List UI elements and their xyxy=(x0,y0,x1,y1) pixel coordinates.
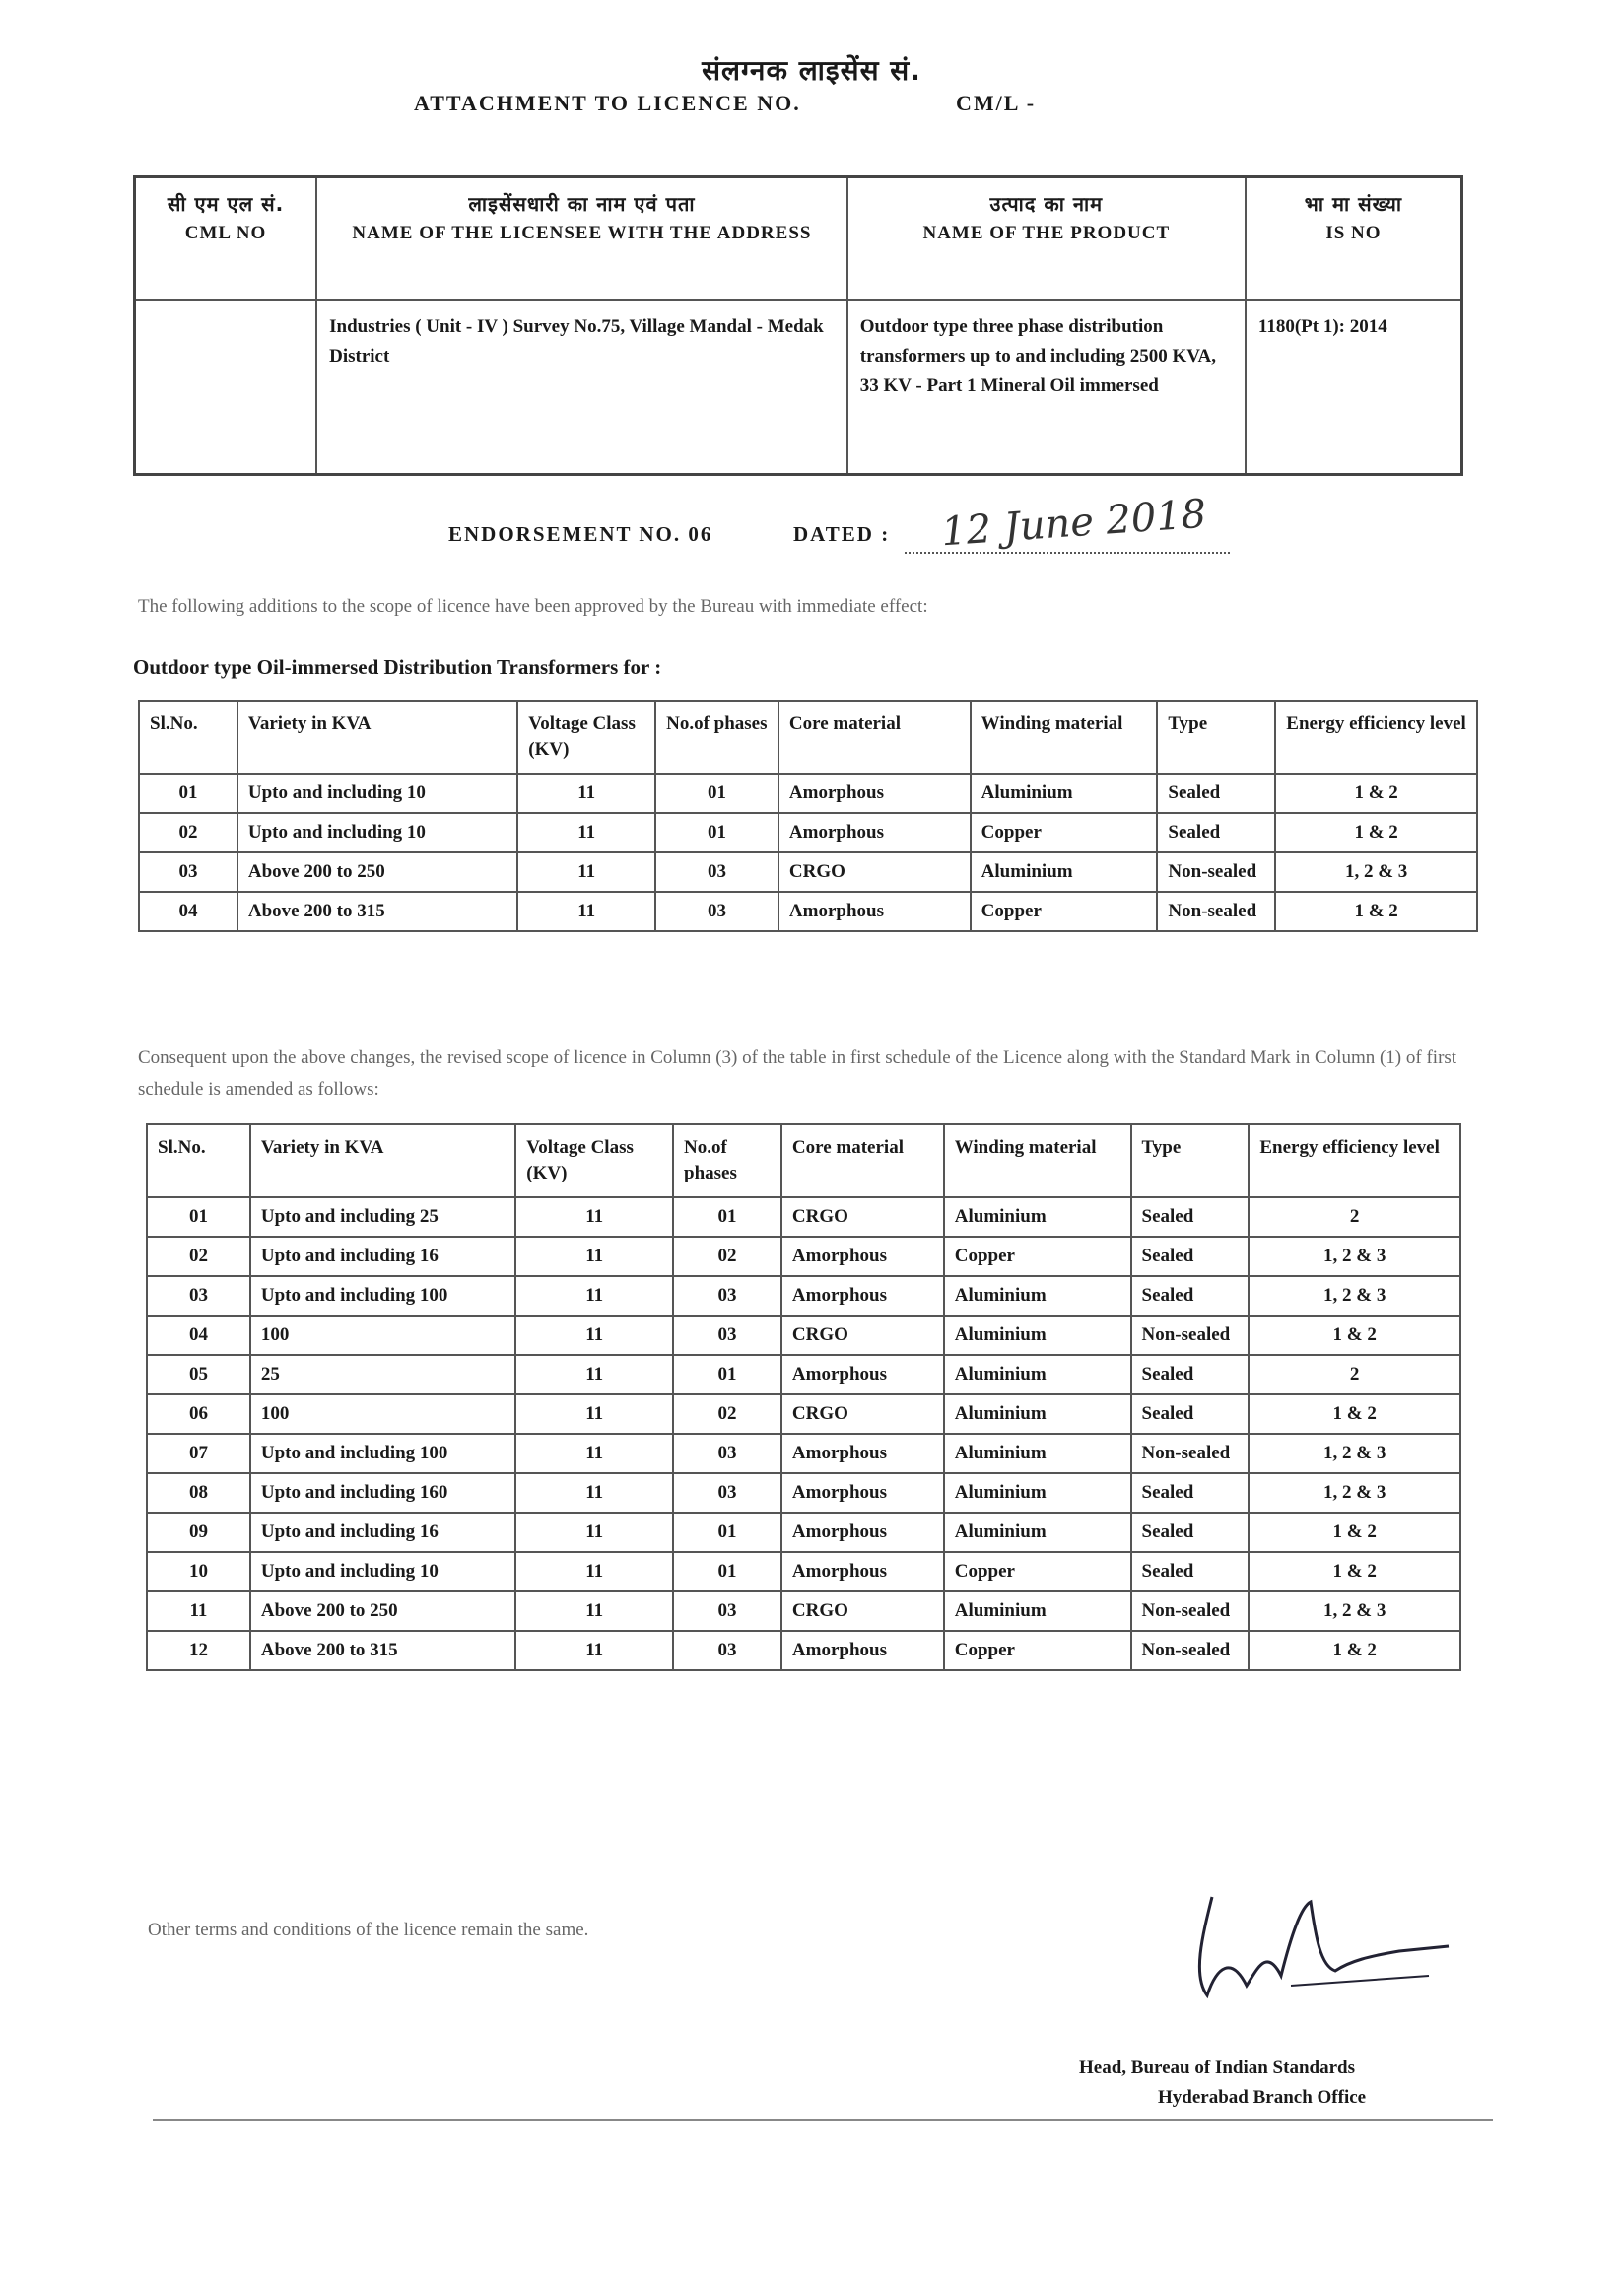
revised-cell: Aluminium xyxy=(944,1197,1131,1237)
revised-header-cell: Type xyxy=(1131,1124,1250,1197)
additions-header-cell: Voltage Class (KV) xyxy=(517,701,655,774)
table-row xyxy=(147,1276,1460,1316)
revised-cell: Copper xyxy=(944,1237,1131,1276)
revised-header-cell: Energy efficiency level xyxy=(1249,1124,1460,1197)
revised-cell: Sealed xyxy=(1131,1513,1250,1552)
revised-cell: 12 xyxy=(147,1631,250,1670)
revised-cell: 1, 2 & 3 xyxy=(1249,1591,1460,1631)
revised-cell: 01 xyxy=(147,1197,250,1237)
revised-cell: Non-sealed xyxy=(1131,1434,1250,1473)
revised-cell: Non-sealed xyxy=(1131,1631,1250,1670)
additions-cell: Amorphous xyxy=(778,774,971,813)
additions-cell: 1, 2 & 3 xyxy=(1275,852,1477,892)
revised-cell: CRGO xyxy=(781,1591,944,1631)
revised-table-header xyxy=(147,1124,1460,1197)
revised-cell: 11 xyxy=(515,1631,673,1670)
revised-cell: Upto and including 25 xyxy=(250,1197,515,1237)
additions-cell: Amorphous xyxy=(778,813,971,852)
additions-header-cell: No.of phases xyxy=(655,701,778,774)
revised-cell: 11 xyxy=(515,1197,673,1237)
header-licensee xyxy=(316,177,847,300)
cml-label: CM/L - xyxy=(956,91,1037,115)
additions-cell: 1 & 2 xyxy=(1275,774,1477,813)
table-row xyxy=(147,1316,1460,1355)
footer-rule xyxy=(153,2119,1493,2121)
revised-cell: 1 & 2 xyxy=(1249,1394,1460,1434)
table-row xyxy=(147,1197,1460,1237)
table-row xyxy=(147,1631,1460,1670)
table-row xyxy=(147,1591,1460,1631)
revised-cell: 11 xyxy=(515,1237,673,1276)
additions-cell: 04 xyxy=(139,892,237,931)
signatory-title: Head, Bureau of Indian Standards xyxy=(1079,2058,1355,2078)
revised-cell: Aluminium xyxy=(944,1513,1131,1552)
signatory-office: Hyderabad Branch Office xyxy=(1158,2087,1367,2108)
revised-cell: Upto and including 10 xyxy=(250,1552,515,1591)
revised-cell: Upto and including 100 xyxy=(250,1276,515,1316)
additions-header-cell: Energy efficiency level xyxy=(1275,701,1477,774)
revised-cell: Aluminium xyxy=(944,1355,1131,1394)
revised-header-cell: Sl.No. xyxy=(147,1124,250,1197)
revised-cell: 03 xyxy=(673,1591,781,1631)
revised-cell: Aluminium xyxy=(944,1473,1131,1513)
table-row xyxy=(147,1355,1460,1394)
header-product-hindi: उत्पाद का नाम xyxy=(989,192,1104,216)
revised-cell: 01 xyxy=(673,1355,781,1394)
revised-cell: Amorphous xyxy=(781,1434,944,1473)
revised-cell: Amorphous xyxy=(781,1276,944,1316)
table-row xyxy=(147,1237,1460,1276)
revised-cell: 01 xyxy=(673,1552,781,1591)
revised-cell: Above 200 to 250 xyxy=(250,1591,515,1631)
additions-cell: Copper xyxy=(971,813,1158,852)
revised-cell: 11 xyxy=(515,1394,673,1434)
revised-cell: 03 xyxy=(673,1434,781,1473)
revised-cell: Non-sealed xyxy=(1131,1591,1250,1631)
table-row xyxy=(139,852,1477,892)
product-name: Outdoor type three phase distribution transformers up to and including 2500 KVA, 33 KV - Part 1 Mineral Oil immersed xyxy=(847,300,1246,475)
revised-cell: Aluminium xyxy=(944,1394,1131,1434)
revised-cell: 06 xyxy=(147,1394,250,1434)
revised-cell: 11 xyxy=(515,1513,673,1552)
revised-cell: 02 xyxy=(147,1237,250,1276)
revised-header-cell: Voltage Class (KV) xyxy=(515,1124,673,1197)
revised-cell: 07 xyxy=(147,1434,250,1473)
revised-cell: Above 200 to 315 xyxy=(250,1631,515,1670)
revised-cell: Aluminium xyxy=(944,1276,1131,1316)
header-product-english: NAME OF THE PRODUCT xyxy=(922,223,1171,243)
table-row xyxy=(147,1434,1460,1473)
dated-label: DATED : xyxy=(793,522,891,546)
additions-cell: Copper xyxy=(971,892,1158,931)
revised-cell: Amorphous xyxy=(781,1631,944,1670)
revised-header-cell: Winding material xyxy=(944,1124,1131,1197)
revised-cell: 25 xyxy=(250,1355,515,1394)
revised-cell: 1 & 2 xyxy=(1249,1316,1460,1355)
revised-cell: Amorphous xyxy=(781,1552,944,1591)
revised-cell: 100 xyxy=(250,1316,515,1355)
revised-cell: Non-sealed xyxy=(1131,1316,1250,1355)
revised-cell: 04 xyxy=(147,1316,250,1355)
additions-cell: Non-sealed xyxy=(1157,892,1275,931)
header-is-no xyxy=(1246,177,1462,300)
additions-cell: Aluminium xyxy=(971,852,1158,892)
header-licensee-english: NAME OF THE LICENSEE WITH THE ADDRESS xyxy=(352,223,812,243)
revised-cell: Sealed xyxy=(1131,1197,1250,1237)
revised-cell: 11 xyxy=(515,1434,673,1473)
other-terms-note: Other terms and conditions of the licence remain the same. xyxy=(148,1920,589,1940)
revised-cell: 11 xyxy=(515,1552,673,1591)
additions-cell: 1 & 2 xyxy=(1275,813,1477,852)
additions-cell: 11 xyxy=(517,892,655,931)
attachment-label: ATTACHMENT TO LICENCE NO. xyxy=(414,91,801,115)
header-cml-hindi: सी एम एल सं. xyxy=(167,192,285,216)
revised-cell: Sealed xyxy=(1131,1394,1250,1434)
additions-cell: 02 xyxy=(139,813,237,852)
table-row xyxy=(147,1473,1460,1513)
revised-cell: 1, 2 & 3 xyxy=(1249,1237,1460,1276)
revised-cell: Sealed xyxy=(1131,1276,1250,1316)
header-is-no-english: IS NO xyxy=(1325,223,1382,243)
revised-cell: 1 & 2 xyxy=(1249,1631,1460,1670)
additions-cell: Sealed xyxy=(1157,774,1275,813)
additions-cell: 01 xyxy=(655,774,778,813)
additions-heading: Outdoor type Oil-immersed Distribution Transformers for : xyxy=(133,655,662,679)
revised-cell: 1 & 2 xyxy=(1249,1513,1460,1552)
additions-cell: Aluminium xyxy=(971,774,1158,813)
revised-cell: 11 xyxy=(515,1355,673,1394)
licence-table-row xyxy=(135,300,1462,475)
revised-cell: Upto and including 16 xyxy=(250,1237,515,1276)
revised-header-cell: Variety in KVA xyxy=(250,1124,515,1197)
additions-table xyxy=(138,700,1478,932)
revised-cell: Aluminium xyxy=(944,1316,1131,1355)
additions-cell: Upto and including 10 xyxy=(237,774,517,813)
additions-cell: Sealed xyxy=(1157,813,1275,852)
revised-cell: Copper xyxy=(944,1552,1131,1591)
additions-cell: 03 xyxy=(655,892,778,931)
header-licensee-hindi: लाइसेंसधारी का नाम एवं पता xyxy=(468,192,696,216)
revised-cell: 11 xyxy=(515,1591,673,1631)
revised-cell: 02 xyxy=(673,1394,781,1434)
revised-cell: Aluminium xyxy=(944,1591,1131,1631)
revised-cell: Upto and including 16 xyxy=(250,1513,515,1552)
table-row xyxy=(139,774,1477,813)
additions-header-cell: Sl.No. xyxy=(139,701,237,774)
revised-cell: Upto and including 160 xyxy=(250,1473,515,1513)
header-product xyxy=(847,177,1246,300)
revised-cell: 03 xyxy=(673,1316,781,1355)
additions-cell: 1 & 2 xyxy=(1275,892,1477,931)
endorsement-label: ENDORSEMENT NO. 06 xyxy=(448,522,713,546)
licensee-address: Industries ( Unit - IV ) Survey No.75, Village Mandal - Medak District xyxy=(316,300,847,475)
additions-header-cell: Winding material xyxy=(971,701,1158,774)
revised-scope-table xyxy=(146,1123,1461,1671)
additions-cell: 01 xyxy=(139,774,237,813)
revised-header-cell: No.of phases xyxy=(673,1124,781,1197)
header-cml xyxy=(135,177,317,300)
additions-cell: CRGO xyxy=(778,852,971,892)
revised-cell: 02 xyxy=(673,1237,781,1276)
revised-cell: 10 xyxy=(147,1552,250,1591)
revised-cell: 2 xyxy=(1249,1197,1460,1237)
additions-cell: 03 xyxy=(139,852,237,892)
revised-cell: 1, 2 & 3 xyxy=(1249,1473,1460,1513)
additions-header-cell: Type xyxy=(1157,701,1275,774)
revised-cell: Sealed xyxy=(1131,1473,1250,1513)
revised-cell: Sealed xyxy=(1131,1237,1250,1276)
revised-cell: 03 xyxy=(673,1473,781,1513)
revised-cell: Amorphous xyxy=(781,1513,944,1552)
additions-cell: 11 xyxy=(517,813,655,852)
revised-cell: 09 xyxy=(147,1513,250,1552)
revised-cell: Amorphous xyxy=(781,1355,944,1394)
revised-cell: 11 xyxy=(515,1316,673,1355)
revised-cell: 1 & 2 xyxy=(1249,1552,1460,1591)
revised-cell: CRGO xyxy=(781,1394,944,1434)
table-row xyxy=(147,1513,1460,1552)
revised-cell: 01 xyxy=(673,1513,781,1552)
additions-cell: Non-sealed xyxy=(1157,852,1275,892)
revised-cell: 03 xyxy=(147,1276,250,1316)
table-row xyxy=(139,813,1477,852)
revised-cell: 11 xyxy=(515,1276,673,1316)
table-row xyxy=(147,1552,1460,1591)
additions-cell: 01 xyxy=(655,813,778,852)
revised-cell: 100 xyxy=(250,1394,515,1434)
revised-cell: Sealed xyxy=(1131,1355,1250,1394)
cml-number xyxy=(135,300,317,475)
additions-cell: 11 xyxy=(517,852,655,892)
revised-cell: 01 xyxy=(673,1197,781,1237)
revised-cell: CRGO xyxy=(781,1316,944,1355)
licence-table-header xyxy=(135,177,1462,300)
additions-cell: Amorphous xyxy=(778,892,971,931)
additions-paragraph: The following additions to the scope of licence have been approved by the Bureau with immediate effect: xyxy=(138,596,928,617)
revised-cell: Sealed xyxy=(1131,1552,1250,1591)
revised-cell: Copper xyxy=(944,1631,1131,1670)
revised-cell: 11 xyxy=(515,1473,673,1513)
handwritten-date: 12 June 2018 xyxy=(939,491,1208,556)
revised-cell: 03 xyxy=(673,1276,781,1316)
table-row xyxy=(139,892,1477,931)
additions-cell: 11 xyxy=(517,774,655,813)
revised-cell: Amorphous xyxy=(781,1473,944,1513)
revised-cell: 1, 2 & 3 xyxy=(1249,1276,1460,1316)
revised-cell: CRGO xyxy=(781,1197,944,1237)
revised-cell: Amorphous xyxy=(781,1237,944,1276)
consequent-paragraph: Consequent upon the above changes, the revised scope of licence in Column (3) of the table in first schedule of the Licence along with the Standard Mark in Column (1) of first schedule is amended as follows: xyxy=(138,1047,1457,1100)
signature xyxy=(1173,1877,1458,2015)
revised-cell: 05 xyxy=(147,1355,250,1394)
is-number: 1180(Pt 1): 2014 xyxy=(1246,300,1462,475)
revised-cell: 11 xyxy=(147,1591,250,1631)
additions-table-header xyxy=(139,701,1477,774)
revised-cell: 08 xyxy=(147,1473,250,1513)
revised-cell: Upto and including 100 xyxy=(250,1434,515,1473)
header-hindi-title: संलग्नक लाइसेंस सं. xyxy=(702,54,921,87)
licence-table xyxy=(133,175,1463,476)
additions-cell: Upto and including 10 xyxy=(237,813,517,852)
additions-cell: Above 200 to 315 xyxy=(237,892,517,931)
revised-cell: 1, 2 & 3 xyxy=(1249,1434,1460,1473)
additions-cell: Above 200 to 250 xyxy=(237,852,517,892)
header-is-no-hindi: भा मा संख्या xyxy=(1304,192,1403,216)
revised-cell: Aluminium xyxy=(944,1434,1131,1473)
additions-cell: 03 xyxy=(655,852,778,892)
revised-cell: 2 xyxy=(1249,1355,1460,1394)
table-row xyxy=(147,1394,1460,1434)
additions-header-cell: Variety in KVA xyxy=(237,701,517,774)
revised-header-cell: Core material xyxy=(781,1124,944,1197)
revised-cell: 03 xyxy=(673,1631,781,1670)
additions-header-cell: Core material xyxy=(778,701,971,774)
header-cml-english: CML NO xyxy=(184,223,267,243)
